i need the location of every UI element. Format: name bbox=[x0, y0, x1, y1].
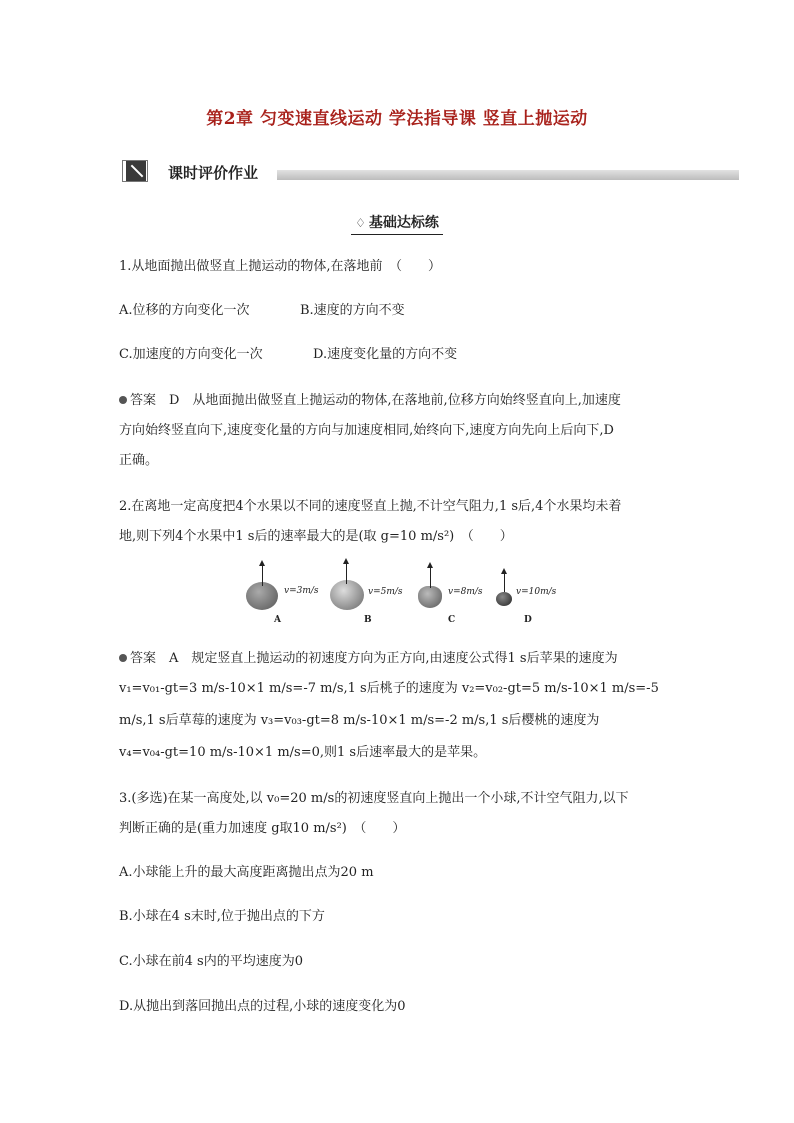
fruit-figure bbox=[238, 570, 558, 630]
sub-heading bbox=[0, 212, 794, 235]
q2-stem-line1: 2.在离地一定高度把4个水果以不同的速度竖直上抛,不计空气阻力,1 s后,4个水果均未着 bbox=[119, 499, 622, 514]
q3-stem-line1: 3.(多选)在某一高度处,以 v₀=20 m/s的初速度竖直向上抛出一个小球,不计空气阻力,以下 bbox=[119, 791, 629, 806]
q3-option-a: A.小球能上升的最大高度距离抛出点为20 m bbox=[119, 865, 374, 880]
section-divider bbox=[277, 170, 739, 180]
answer-bullet-icon bbox=[119, 396, 127, 404]
section-header bbox=[122, 160, 739, 184]
q2-answer-line1: 答案 A 规定竖直上抛运动的初速度方向为正方向,由速度公式得1 s后苹果的速度为 bbox=[119, 650, 618, 668]
answer-bullet-icon bbox=[119, 654, 127, 662]
fruit-label: A bbox=[274, 615, 281, 625]
q3-option-c: C.小球在前4 s内的平均速度为0 bbox=[119, 954, 303, 969]
q1-answer-line2: 方向始终竖直向下,速度变化量的方向与加速度相同,始终向下,速度方向先向上后向下,D bbox=[119, 423, 614, 438]
arrow-up-icon bbox=[504, 572, 505, 592]
apple-icon bbox=[246, 582, 278, 610]
page-title: 第2章 匀变速直线运动 学法指导课 竖直上抛运动 bbox=[206, 109, 588, 129]
sub-heading-text: 基础达标练 bbox=[368, 215, 439, 231]
arrow-up-icon bbox=[262, 564, 263, 586]
fruit-velocity: v=10m/s bbox=[516, 587, 557, 597]
drop-icon: ♢ bbox=[355, 216, 366, 230]
q1-option-c: C.加速度的方向变化一次 bbox=[119, 347, 263, 362]
fruit-velocity: v=5m/s bbox=[368, 587, 403, 597]
q1-option-a: A.位移的方向变化一次 bbox=[119, 303, 250, 318]
q1-answer-line3: 正确。 bbox=[119, 453, 159, 468]
q3-option-d: D.从抛出到落回抛出点的过程,小球的速度变化为0 bbox=[119, 999, 406, 1014]
fruit-cherry bbox=[494, 570, 604, 630]
arrow-up-icon bbox=[346, 562, 347, 584]
q3-option-b: B.小球在4 s末时,位于抛出点的下方 bbox=[119, 909, 325, 924]
fruit-velocity: v=8m/s bbox=[448, 587, 483, 597]
arrow-up-icon bbox=[430, 566, 431, 588]
peach-icon bbox=[330, 580, 364, 610]
section-label: 课时评价作业 bbox=[168, 164, 259, 182]
q2-answer-line4: v₄=v₀₄-gt=10 m/s-10×1 m/s=0,则1 s后速率最大的是苹果。 bbox=[119, 745, 487, 760]
q1-stem: 1.从地面抛出做竖直上抛运动的物体,在落地前 （ ） bbox=[119, 259, 442, 274]
fruit-label: B bbox=[364, 615, 372, 625]
fruit-label: D bbox=[524, 615, 532, 625]
strawberry-icon bbox=[418, 586, 442, 608]
fruit-label: C bbox=[448, 615, 456, 625]
q2-answer-line2: v₁=v₀₁-gt=3 m/s-10×1 m/s=-7 m/s,1 s后桃子的速度为 v₂=v₀₂-gt=5 m/s-10×1 m/s=-5 bbox=[119, 681, 659, 696]
q2-stem-line2: 地,则下列4个水果中1 s后的速率最大的是(取 g=10 m/s²) （ ） bbox=[119, 529, 513, 544]
q1-option-d: D.速度变化量的方向不变 bbox=[313, 347, 458, 362]
fruit-velocity: v=3m/s bbox=[284, 586, 319, 596]
cherry-icon bbox=[496, 592, 512, 606]
q3-stem-line2: 判断正确的是(重力加速度 g取10 m/s²) （ ） bbox=[119, 821, 406, 836]
q1-answer-line1: 答案 D 从地面抛出做竖直上抛运动的物体,在落地前,位移方向始终竖直向上,加速度 bbox=[119, 392, 621, 410]
q2-answer-line3: m/s,1 s后草莓的速度为 v₃=v₀₃-gt=8 m/s-10×1 m/s=-2 m/s,1 s后樱桃的速度为 bbox=[119, 713, 600, 728]
q1-option-b: B.速度的方向不变 bbox=[300, 303, 405, 318]
pencil-slash-icon bbox=[126, 161, 146, 181]
